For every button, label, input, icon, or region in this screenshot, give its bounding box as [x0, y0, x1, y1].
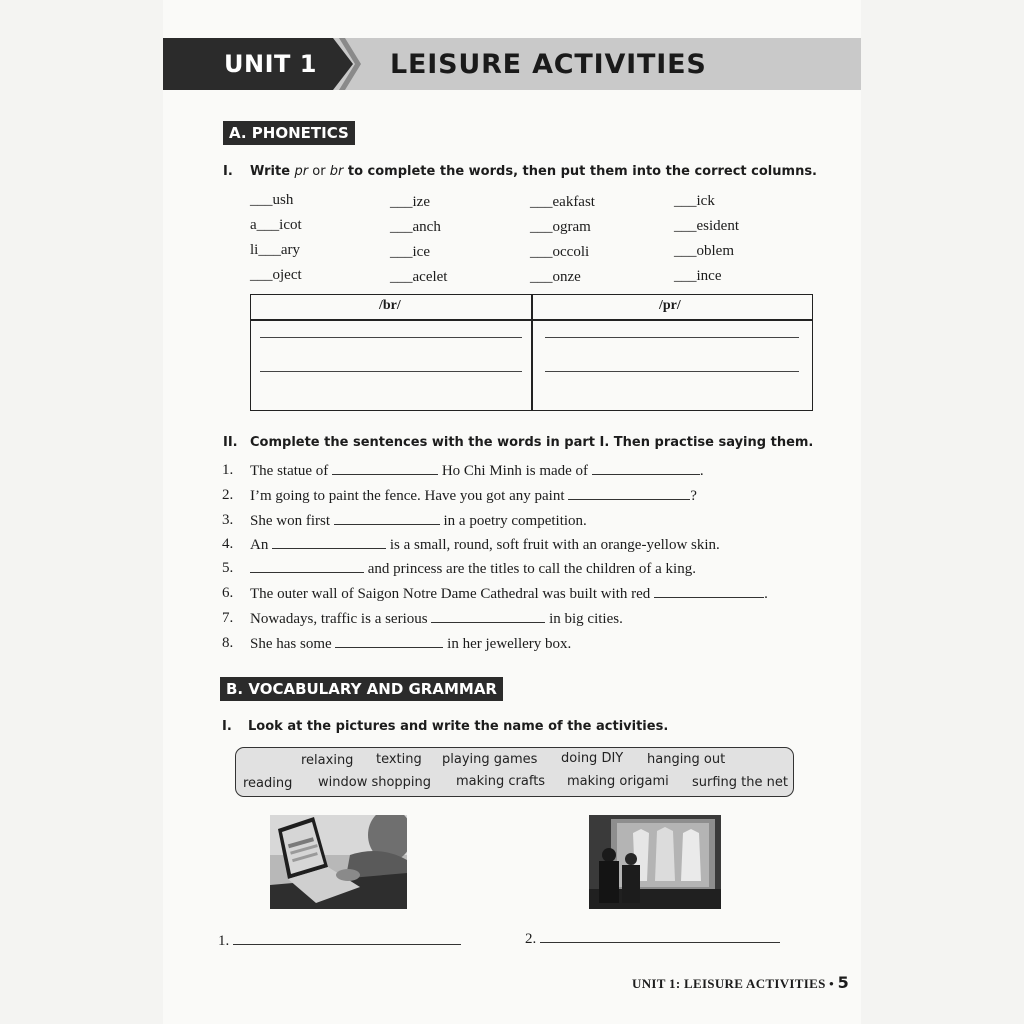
word-box-item: doing DIY — [561, 751, 624, 766]
word-item: ___onze — [530, 269, 581, 285]
page-footer — [632, 973, 849, 992]
unit-title: LEISURE ACTIVITIES — [390, 49, 707, 80]
blank[interactable] — [272, 536, 386, 549]
laptop-photo — [270, 815, 407, 909]
sentence-6: 6. The outer wall of Saigon Notre Dame Cathedral was built with red . — [222, 585, 768, 602]
blank[interactable] — [335, 635, 443, 648]
answer-2: 2. — [525, 930, 780, 948]
word-item: a___icot — [250, 217, 302, 233]
word-box-item: texting — [376, 752, 422, 767]
answer-1-blank[interactable] — [233, 932, 461, 945]
column-header-pr: /pr/ — [659, 298, 681, 313]
answer-line[interactable] — [545, 371, 799, 372]
word-item: ___ize — [390, 194, 430, 210]
word-item: ___oblem — [674, 243, 734, 259]
word-item: ___ice — [390, 244, 430, 260]
word-item: li___ary — [250, 242, 300, 258]
part2-instruction: II. Complete the sentences with the words in part I. Then practise saying them. — [223, 435, 814, 450]
answer-line[interactable] — [260, 371, 522, 372]
column-header-br: /br/ — [379, 298, 401, 313]
sentence-4: 4. An is a small, round, soft fruit with an orange-yellow skin. — [222, 536, 720, 553]
sentence-1: 1. The statue of Ho Chi Minh is made of . — [222, 462, 704, 479]
blank[interactable] — [592, 462, 700, 475]
sentence-7: 7. Nowadays, traffic is a serious in big cities. — [222, 610, 623, 627]
word-item: ___ush — [250, 192, 294, 208]
answer-line[interactable] — [545, 337, 799, 338]
part1-roman: I. — [223, 164, 233, 179]
word-item: ___ince — [674, 268, 722, 284]
part2-roman: II. — [223, 435, 238, 450]
page-number: 5 — [837, 973, 849, 992]
blank[interactable] — [250, 560, 364, 573]
sentence-2: 2. I’m going to paint the fence. Have you got any paint ? — [222, 487, 697, 504]
answer-1: 1. — [218, 932, 461, 950]
answer-line[interactable] — [260, 337, 522, 338]
option-br: br — [329, 164, 344, 179]
word-box-item: playing games — [442, 752, 538, 767]
word-item: ___ick — [674, 193, 715, 209]
blank[interactable] — [334, 512, 440, 525]
answer-2-blank[interactable] — [540, 930, 780, 943]
laptop-photo-image — [270, 815, 407, 909]
sentence-3: 3. She won first in a poetry competition. — [222, 512, 587, 529]
section-b-roman: I. — [222, 719, 232, 734]
section-b-title: B. VOCABULARY AND GRAMMAR — [220, 677, 503, 701]
word-item: ___oject — [250, 267, 302, 283]
section-b-instruction: I. Look at the pictures and write the name of the activities. — [222, 719, 669, 734]
word-item: ___acelet — [390, 269, 448, 285]
word-box-item: relaxing — [301, 753, 354, 768]
part1-instruction: I. Write pr or br to complete the words, then put them into the correct columns. — [223, 164, 817, 179]
word-box-item: making crafts — [456, 774, 546, 789]
table-header-rule — [251, 319, 812, 321]
word-item: ___esident — [674, 218, 739, 234]
word-box-item: window shopping — [318, 775, 432, 790]
word-item: ___eakfast — [530, 194, 595, 210]
sentence-8: 8. She has some in her jewellery box. — [222, 635, 572, 652]
word-item: ___occoli — [530, 244, 590, 260]
word-box-item: making origami — [567, 774, 669, 789]
footer-text: UNIT 1: LEISURE ACTIVITIES • — [632, 976, 834, 991]
word-item: ___ogram — [530, 219, 591, 235]
blank[interactable] — [332, 462, 438, 475]
table-divider — [531, 295, 533, 410]
blank[interactable] — [654, 585, 764, 598]
window-shopping-photo-image — [589, 815, 721, 909]
word-box-item: reading — [243, 776, 293, 791]
window-shopping-photo — [589, 815, 721, 909]
section-a-title: A. PHONETICS — [223, 121, 355, 145]
word-box-item: hanging out — [647, 752, 726, 767]
blank[interactable] — [568, 487, 690, 500]
sound-columns-table — [250, 294, 813, 411]
option-pr: pr — [294, 164, 309, 179]
blank[interactable] — [431, 610, 545, 623]
unit-label: UNIT 1 — [224, 50, 317, 78]
sentence-5: 5. and princess are the titles to call the children of a king. — [222, 560, 696, 577]
word-item: ___anch — [390, 219, 441, 235]
word-box-item: surfing the net — [692, 775, 788, 790]
